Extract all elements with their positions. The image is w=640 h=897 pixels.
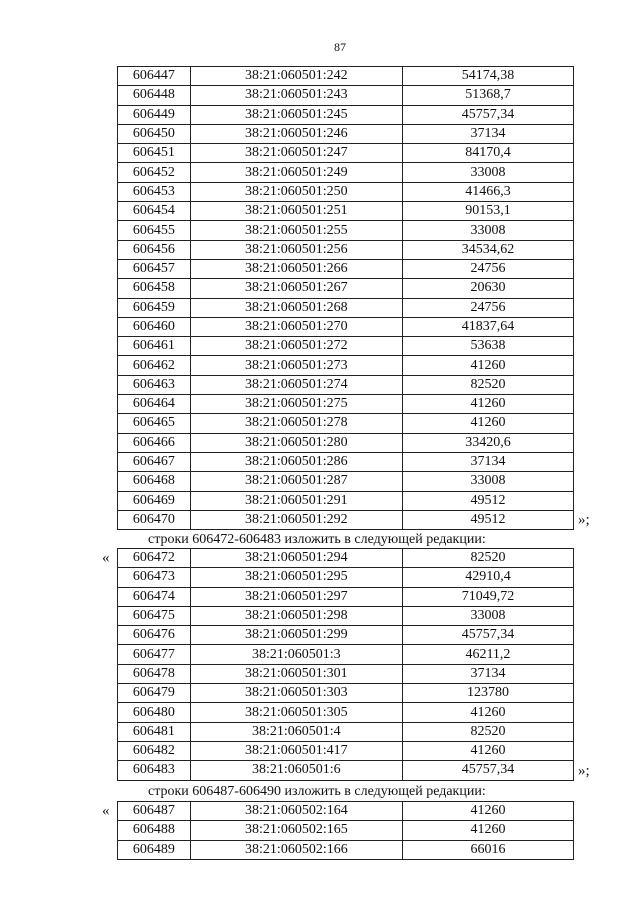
row-number-cell: 606477 — [118, 645, 191, 664]
table-row — [118, 491, 574, 510]
table-row — [118, 202, 574, 221]
value-cell: 41837,64 — [402, 317, 573, 336]
value-cell: 24756 — [402, 259, 573, 278]
table-row — [118, 105, 574, 124]
registry-table-3 — [117, 801, 574, 860]
table-row — [118, 395, 574, 414]
registry-table-1 — [117, 66, 574, 530]
cadastral-number-cell: 38:21:060502:166 — [190, 840, 402, 859]
value-cell: 49512 — [402, 510, 573, 529]
table-row — [118, 568, 574, 587]
row-number-cell: 606462 — [118, 356, 191, 375]
table-row — [118, 549, 574, 568]
table-row — [118, 86, 574, 105]
row-number-cell: 606475 — [118, 606, 191, 625]
value-cell: 45757,34 — [402, 105, 573, 124]
cadastral-number-cell: 38:21:060501:4 — [190, 722, 402, 741]
table-row — [118, 124, 574, 143]
row-number-cell: 606464 — [118, 395, 191, 414]
row-number-cell: 606483 — [118, 761, 191, 780]
row-number-cell: 606465 — [118, 414, 191, 433]
value-cell: 41466,3 — [402, 182, 573, 201]
row-number-cell: 606482 — [118, 741, 191, 760]
row-number-cell: 606452 — [118, 163, 191, 182]
value-cell: 41260 — [402, 414, 573, 433]
value-cell: 33008 — [402, 472, 573, 491]
value-cell: 37134 — [402, 664, 573, 683]
value-cell: 82520 — [402, 722, 573, 741]
cadastral-number-cell: 38:21:060501:267 — [190, 279, 402, 298]
value-cell: 34534,62 — [402, 240, 573, 259]
row-number-cell: 606448 — [118, 86, 191, 105]
cadastral-number-cell: 38:21:060501:301 — [190, 664, 402, 683]
cadastral-number-cell: 38:21:060501:278 — [190, 414, 402, 433]
cadastral-number-cell: 38:21:060501:251 — [190, 202, 402, 221]
table-row — [118, 761, 574, 780]
opening-quote-3: « — [102, 803, 110, 819]
table-row — [118, 337, 574, 356]
value-cell: 41260 — [402, 802, 573, 821]
cadastral-number-cell: 38:21:060501:286 — [190, 452, 402, 471]
row-number-cell: 606470 — [118, 510, 191, 529]
table-row — [118, 452, 574, 471]
opening-quote-2: « — [102, 550, 110, 566]
row-number-cell: 606474 — [118, 587, 191, 606]
table-row — [118, 221, 574, 240]
value-cell: 41260 — [402, 821, 573, 840]
row-number-cell: 606478 — [118, 664, 191, 683]
value-cell: 49512 — [402, 491, 573, 510]
row-number-cell: 606459 — [118, 298, 191, 317]
table-row — [118, 375, 574, 394]
value-cell: 82520 — [402, 549, 573, 568]
row-number-cell: 606468 — [118, 472, 191, 491]
row-number-cell: 606453 — [118, 182, 191, 201]
cadastral-number-cell: 38:21:060501:268 — [190, 298, 402, 317]
value-cell: 24756 — [402, 298, 573, 317]
row-number-cell: 606461 — [118, 337, 191, 356]
cadastral-number-cell: 38:21:060501:266 — [190, 259, 402, 278]
value-cell: 41260 — [402, 356, 573, 375]
value-cell: 33420,6 — [402, 433, 573, 452]
cadastral-number-cell: 38:21:060501:250 — [190, 182, 402, 201]
value-cell: 46211,2 — [402, 645, 573, 664]
amendment-paragraph-1: строки 606472-606483 изложить в следующей редакции: — [148, 532, 486, 547]
row-number-cell: 606449 — [118, 105, 191, 124]
cadastral-number-cell: 38:21:060501:256 — [190, 240, 402, 259]
table-row — [118, 802, 574, 821]
table-row — [118, 664, 574, 683]
closing-quote-2: »; — [578, 763, 590, 779]
row-number-cell: 606466 — [118, 433, 191, 452]
value-cell: 54174,38 — [402, 67, 573, 86]
cadastral-number-cell: 38:21:060501:273 — [190, 356, 402, 375]
table-row — [118, 472, 574, 491]
cadastral-number-cell: 38:21:060501:242 — [190, 67, 402, 86]
cadastral-number-cell: 38:21:060501:6 — [190, 761, 402, 780]
row-number-cell: 606489 — [118, 840, 191, 859]
row-number-cell: 606488 — [118, 821, 191, 840]
value-cell: 66016 — [402, 840, 573, 859]
row-number-cell: 606473 — [118, 568, 191, 587]
value-cell: 37134 — [402, 452, 573, 471]
cadastral-number-cell: 38:21:060502:164 — [190, 802, 402, 821]
cadastral-number-cell: 38:21:060501:291 — [190, 491, 402, 510]
cadastral-number-cell: 38:21:060501:292 — [190, 510, 402, 529]
table-row — [118, 703, 574, 722]
value-cell: 33008 — [402, 606, 573, 625]
cadastral-number-cell: 38:21:060501:246 — [190, 124, 402, 143]
cadastral-number-cell: 38:21:060501:274 — [190, 375, 402, 394]
row-number-cell: 606450 — [118, 124, 191, 143]
table-row — [118, 317, 574, 336]
cadastral-number-cell: 38:21:060501:305 — [190, 703, 402, 722]
table-row — [118, 684, 574, 703]
row-number-cell: 606467 — [118, 452, 191, 471]
cadastral-number-cell: 38:21:060501:303 — [190, 684, 402, 703]
table-row — [118, 606, 574, 625]
cadastral-number-cell: 38:21:060501:280 — [190, 433, 402, 452]
table-row — [118, 240, 574, 259]
value-cell: 33008 — [402, 221, 573, 240]
row-number-cell: 606481 — [118, 722, 191, 741]
amendment-paragraph-2: строки 606487-606490 изложить в следующей редакции: — [148, 784, 486, 799]
row-number-cell: 606479 — [118, 684, 191, 703]
value-cell: 51368,7 — [402, 86, 573, 105]
row-number-cell: 606456 — [118, 240, 191, 259]
row-number-cell: 606458 — [118, 279, 191, 298]
cadastral-number-cell: 38:21:060501:272 — [190, 337, 402, 356]
row-number-cell: 606447 — [118, 67, 191, 86]
cadastral-number-cell: 38:21:060501:297 — [190, 587, 402, 606]
row-number-cell: 606451 — [118, 144, 191, 163]
value-cell: 20630 — [402, 279, 573, 298]
row-number-cell: 606469 — [118, 491, 191, 510]
cadastral-number-cell: 38:21:060501:287 — [190, 472, 402, 491]
cadastral-number-cell: 38:21:060501:295 — [190, 568, 402, 587]
table-row — [118, 163, 574, 182]
page-number: 87 — [334, 40, 346, 54]
registry-table-2 — [117, 548, 574, 781]
row-number-cell: 606460 — [118, 317, 191, 336]
value-cell: 33008 — [402, 163, 573, 182]
cadastral-number-cell: 38:21:060502:165 — [190, 821, 402, 840]
cadastral-number-cell: 38:21:060501:245 — [190, 105, 402, 124]
cadastral-number-cell: 38:21:060501:417 — [190, 741, 402, 760]
cadastral-number-cell: 38:21:060501:275 — [190, 395, 402, 414]
cadastral-number-cell: 38:21:060501:298 — [190, 606, 402, 625]
cadastral-number-cell: 38:21:060501:249 — [190, 163, 402, 182]
row-number-cell: 606457 — [118, 259, 191, 278]
value-cell: 41260 — [402, 395, 573, 414]
row-number-cell: 606476 — [118, 626, 191, 645]
value-cell: 41260 — [402, 741, 573, 760]
value-cell: 71049,72 — [402, 587, 573, 606]
table-row — [118, 414, 574, 433]
table-row — [118, 356, 574, 375]
table-row — [118, 144, 574, 163]
value-cell: 41260 — [402, 703, 573, 722]
table-row — [118, 298, 574, 317]
table-row — [118, 626, 574, 645]
cadastral-number-cell: 38:21:060501:247 — [190, 144, 402, 163]
table-row — [118, 259, 574, 278]
cadastral-number-cell: 38:21:060501:270 — [190, 317, 402, 336]
value-cell: 45757,34 — [402, 626, 573, 645]
value-cell: 90153,1 — [402, 202, 573, 221]
cadastral-number-cell: 38:21:060501:255 — [190, 221, 402, 240]
value-cell: 123780 — [402, 684, 573, 703]
table-row — [118, 433, 574, 452]
table-row — [118, 510, 574, 529]
value-cell: 45757,34 — [402, 761, 573, 780]
value-cell: 37134 — [402, 124, 573, 143]
table-row — [118, 587, 574, 606]
cadastral-number-cell: 38:21:060501:299 — [190, 626, 402, 645]
table-row — [118, 279, 574, 298]
value-cell: 42910,4 — [402, 568, 573, 587]
row-number-cell: 606480 — [118, 703, 191, 722]
row-number-cell: 606455 — [118, 221, 191, 240]
table-row — [118, 840, 574, 859]
row-number-cell: 606472 — [118, 549, 191, 568]
table-row — [118, 645, 574, 664]
row-number-cell: 606454 — [118, 202, 191, 221]
row-number-cell: 606463 — [118, 375, 191, 394]
value-cell: 82520 — [402, 375, 573, 394]
value-cell: 84170,4 — [402, 144, 573, 163]
row-number-cell: 606487 — [118, 802, 191, 821]
closing-quote-1: »; — [578, 512, 590, 528]
cadastral-number-cell: 38:21:060501:243 — [190, 86, 402, 105]
table-row — [118, 182, 574, 201]
cadastral-number-cell: 38:21:060501:3 — [190, 645, 402, 664]
table-row — [118, 821, 574, 840]
table-row — [118, 67, 574, 86]
cadastral-number-cell: 38:21:060501:294 — [190, 549, 402, 568]
value-cell: 53638 — [402, 337, 573, 356]
table-row — [118, 741, 574, 760]
table-row — [118, 722, 574, 741]
